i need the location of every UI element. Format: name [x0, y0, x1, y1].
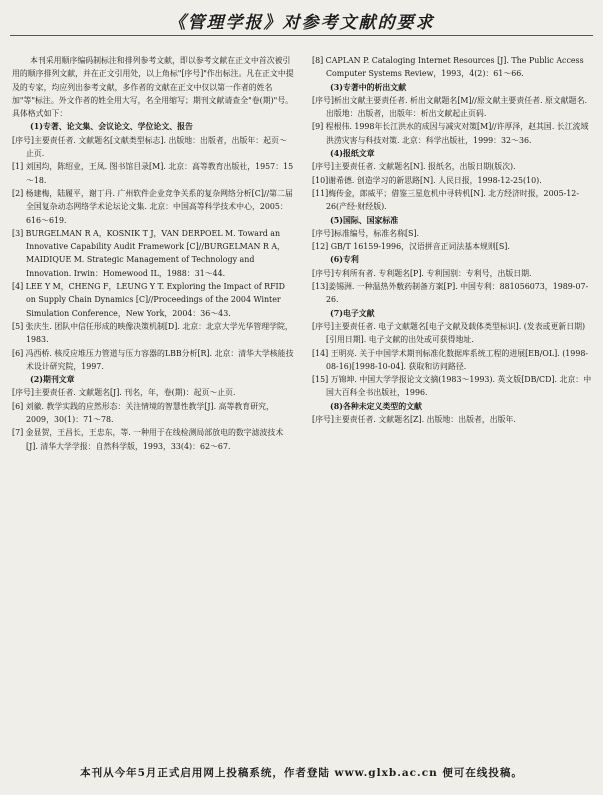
section-heading-extracted: (3)专著中的析出文献 [330, 82, 407, 92]
reference-entry: [15] 万锦坤. 中国大学学报论文文摘(1983～1993). 英文版[DB/CD]. 北京：中国大百科全书出版社，1996. [312, 375, 592, 398]
reference-entry: [2] 杨建梅，陆履平，谢丁丹. 广州软件企业竞争关系的复杂网络分析[C]//第二届全国复杂动态网络学术论坛论文集. 北京：中国高等科学技术中心，2005：616～619. [12, 188, 293, 225]
intro-paragraph: 本刊采用顺序编码制标注和排列参考文献，即以参考文献在正文中首次被引用的顺序排列文献，并在正文引用处，以上角标"[序号]"作出标注。凡在正文中提及的专家，均应列出参考文献，多作者的文献在正文中仅以第一作者的姓名加"等"标注。外文作者的姓全用大写，名全用缩写；期刊文献请查全"卷(期)"号。具体格式如下： [12, 56, 294, 119]
reference-entry: [14] 王明亮. 关于中国学术期刊标准化数据库系统工程的进展[EB/OL]. (1998-08-16)[1998-10-04]. 获取和访问路径. [312, 348, 589, 371]
section-heading-electronic: (7)电子文献 [330, 308, 375, 318]
reference-entry: [12] GB/T 16159-1996，汉语拼音正词法基本规则[S]. [312, 242, 510, 252]
section-heading-undefined: (8)各种未定义类型的文献 [330, 401, 422, 411]
reference-entry: [13]姜锡洲. 一种温热外敷药制备方案[P]. 中国专利：881056073，1989-07-26. [312, 282, 589, 305]
reference-entry: [7] 金显贺，王昌长，王忠东，等. 一种用于在线检测局部放电的数字滤波技术[J]. 清华大学学报：自然科学版，1993，33(4)：62～67. [12, 428, 284, 451]
format-electronic: [序号]主要责任者. 电子文献题名[电子文献及载体类型标识]. (发表或更新日期)[引用日期]. 电子文献的出处或可获得地址. [312, 321, 586, 345]
format-undefined: [序号]主要责任者. 文献题名[Z]. 出版地：出版者，出版年. [312, 415, 516, 425]
reference-entry: [6] 冯西桥. 核反应堆压力管道与压力容器的LBB分析[R]. 北京：清华大学核能技术设计研究院，1997. [12, 348, 294, 371]
format-journals: [序号]主要责任者. 文献题名[J]. 刊名，年，卷(期)：起页～止页. [12, 388, 236, 398]
footer-notice: 本刊从今年5月正式启用网上投稿系统，作者登陆 www.glxb.ac.cn 便可在线投稿。 [80, 767, 523, 779]
format-standards: [序号]标准编号，标准名称[S]. [312, 228, 420, 238]
left-column [12, 54, 294, 453]
right-column [312, 54, 594, 426]
title-divider [10, 35, 593, 36]
format-patents: [序号]专利所有者. 专利题名[P]. 专利国别：专利号，出版日期. [312, 268, 532, 278]
format-extracted: [序号]析出文献主要责任者. 析出文献题名[M]//原文献主要责任者. 原文献题名. 出版地：出版者，出版年：析出文献起止页码. [312, 95, 587, 119]
section-heading-monographs: (1)专著、论文集、会议论文、学位论文、报告 [30, 122, 193, 132]
reference-entry: [3] BURGELMAN R A，KOSNIK T J，VAN DERPOEL M. Toward an Innovative Capability Audit Framework [C]//BURGELMAN R A，MAIDIQUE M. Strategic Management of Technology and Innovation. Irwin：Homewood IL，1988：31～44. [12, 228, 285, 278]
format-monographs: [序号]主要责任者. 文献题名[文献类型标志]. 出版地：出版者，出版年：起页～止页. [12, 135, 287, 159]
page-title: 《管理学报》对参考文献的要求 [168, 13, 435, 33]
reference-entry: [10]谢希德. 创造学习的新思路[N]. 人民日报，1998-12-25(10). [312, 175, 542, 185]
reference-entry: [6] 刘徽. 教学实践的应然形态：关注情境的智慧性教学[J]. 高等教育研究，2009，30(1)：71～78. [12, 401, 274, 425]
reference-entry: [5] 张庆生. 团队中信任形成的映像决策机制[D]. 北京：北京大学光华管理学院，1983. [12, 321, 293, 345]
reference-entry: [11]梅传金，郎威平；借鉴三星危机中寻转机[N]. 北方经济时报，2005-12-26(产经·财经版). [312, 188, 579, 212]
section-heading-standards: (5)国际、国家标准 [330, 215, 399, 225]
reference-entry: [1] 刘国均，陈绍业，王凤. 图书馆目录[M]. 北京：高等教育出版社，1957：15～18. [12, 162, 294, 185]
reference-entry: [8] CAPLAN P. Cataloging Internet Resources [J]. The Public Access Computer Systems Review，1993，4(2)：61～66. [312, 56, 584, 79]
reference-entry: [9] 程根伟. 1998年长江洪水的成因与减灾对策[M]//许厚泽，赵其国. 长江流域洪涝灾害与科技对策. 北京：科学出版社，1999：32～36. [312, 122, 589, 145]
format-newspapers: [序号]主要责任者. 文献题名[N]. 报纸名，出版日期(版次). [312, 162, 516, 172]
section-heading-patents: (6)专利 [330, 255, 359, 265]
reference-entry: [4] LEE Y M，CHENG F，LEUNG Y T. Exploring the Impact of RFID on Supply Chain Dynamics [C]//Proceedings of the 2004 Winter Simulation Conference，New York，2004：36～43. [12, 282, 285, 318]
section-heading-newspapers: (4)报纸文章 [330, 149, 375, 159]
section-heading-journals: (2)期刊文章 [30, 375, 75, 385]
